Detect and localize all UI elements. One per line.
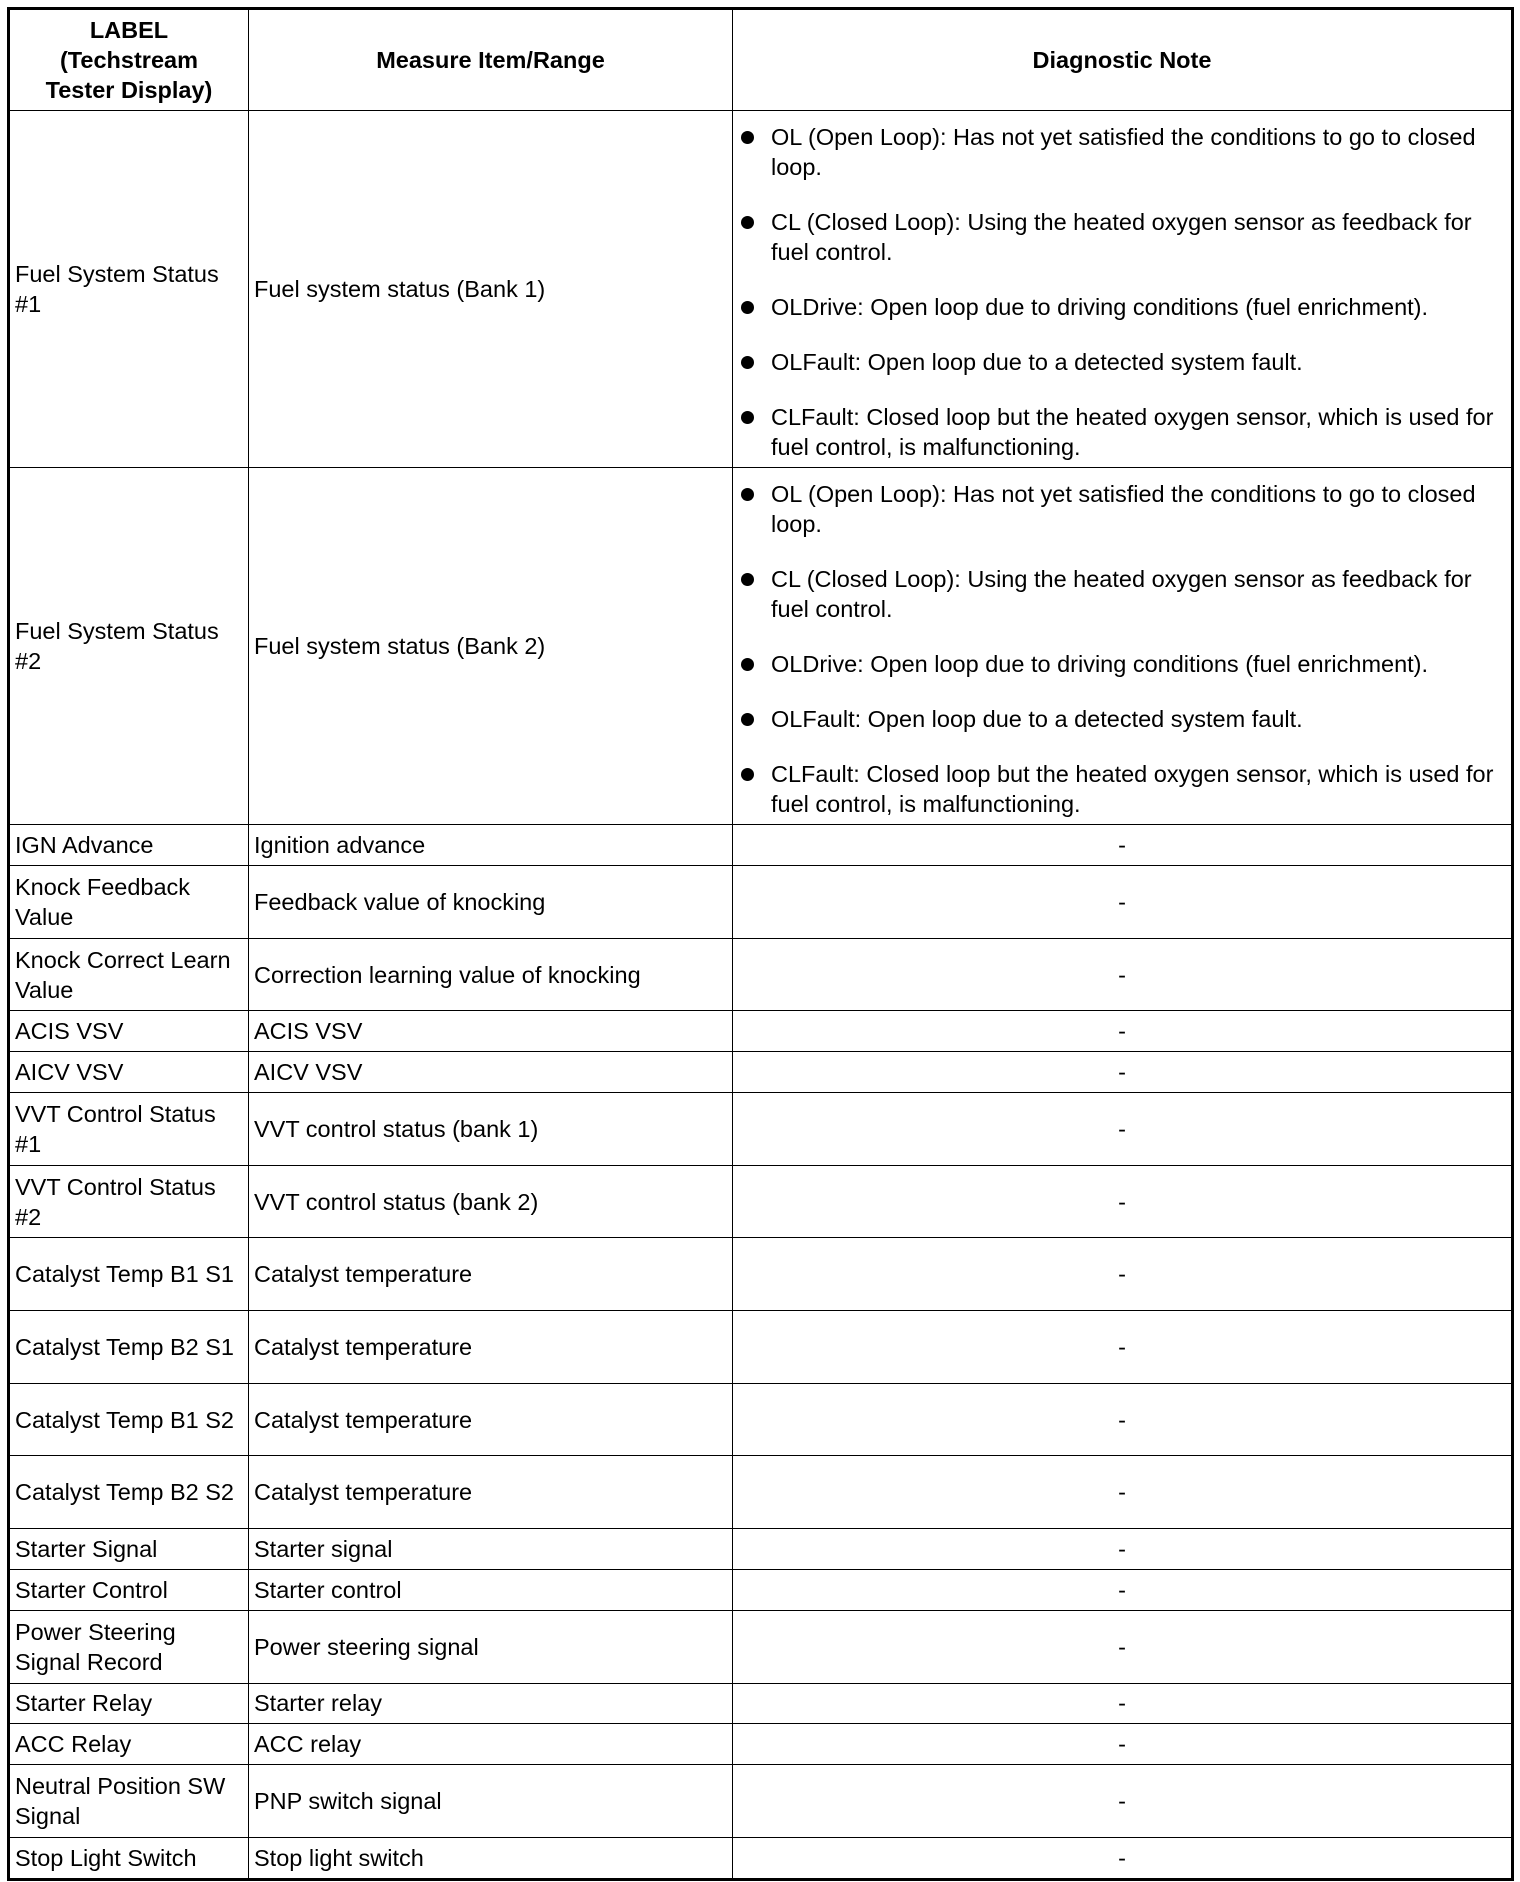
note-text: CL (Closed Loop): Using the heated oxygen sensor as feedback for fuel control. [771,566,1472,623]
row-measure: ACIS VSV [249,1011,733,1052]
table-row [9,866,1513,939]
bullet-icon [741,768,754,781]
row-note: - [733,866,1513,939]
list-item [738,122,1506,182]
table-row [9,1569,1513,1610]
row-label: Starter Relay [9,1683,249,1724]
row-note: - [733,1610,1513,1683]
row-note: - [733,1011,1513,1052]
header-row [9,9,1513,111]
row-label: Knock Feedback Value [9,866,249,939]
note-text: OL (Open Loop): Has not yet satisfied the conditions to go to closed loop. [771,481,1476,538]
list-item [738,704,1506,734]
list-item [738,564,1506,624]
row-label: Power Steering Signal Record [9,1610,249,1683]
row-label: AICV VSV [9,1052,249,1093]
row-note: - [733,1456,1513,1529]
row-label: IGN Advance [9,825,249,866]
row-note: - [733,938,1513,1011]
row-measure: Catalyst temperature [249,1238,733,1311]
table-row [9,1093,1513,1166]
table-row [9,1683,1513,1724]
table-row [9,1724,1513,1765]
row-note: - [733,1569,1513,1610]
bullet-icon [741,658,754,671]
bullet-icon [741,573,754,586]
table-row [9,1311,1513,1384]
row-measure: Fuel system status (Bank 1) [249,111,733,468]
row-label: Neutral Position SW Signal [9,1765,249,1838]
row-measure: VVT control status (bank 1) [249,1093,733,1166]
row-measure: Catalyst temperature [249,1456,733,1529]
list-item [738,479,1506,539]
note-text: CL (Closed Loop): Using the heated oxygen sensor as feedback for fuel control. [771,209,1472,266]
table-row [9,825,1513,866]
note-text: CLFault: Closed loop but the heated oxygen sensor, which is used for fuel control, is malfunctioning. [771,404,1494,461]
row-note: - [733,1765,1513,1838]
bullet-icon [741,131,754,144]
row-label: Catalyst Temp B1 S1 [9,1238,249,1311]
table-row [9,1610,1513,1683]
row-label: Catalyst Temp B2 S1 [9,1311,249,1384]
row-measure: Catalyst temperature [249,1311,733,1384]
table-row [9,1052,1513,1093]
row-measure: AICV VSV [249,1052,733,1093]
row-label: ACC Relay [9,1724,249,1765]
bullet-icon [741,216,754,229]
table-row [9,1011,1513,1052]
row-measure: Starter control [249,1569,733,1610]
row-measure: Starter relay [249,1683,733,1724]
list-item [738,207,1506,267]
row-note [733,111,1513,468]
row-note: - [733,1311,1513,1384]
table-row [9,1765,1513,1838]
table-row [9,1383,1513,1456]
row-label: Catalyst Temp B2 S2 [9,1456,249,1529]
list-item [738,759,1506,819]
row-note [733,468,1513,825]
row-note: - [733,1052,1513,1093]
row-measure: Feedback value of knocking [249,866,733,939]
header-label [9,9,249,111]
row-note: - [733,1093,1513,1166]
header-label-line: Tester Display) [45,77,213,103]
note-text: OLDrive: Open loop due to driving conditions (fuel enrichment). [771,651,1429,678]
row-label: Catalyst Temp B1 S2 [9,1383,249,1456]
row-label: VVT Control Status #2 [9,1165,249,1238]
row-measure: Ignition advance [249,825,733,866]
note-text: CLFault: Closed loop but the heated oxygen sensor, which is used for fuel control, is malfunctioning. [771,761,1494,818]
table-row [9,111,1513,468]
header-label-line: LABEL [89,17,169,43]
table-row [9,468,1513,825]
table-row [9,1456,1513,1529]
note-text: OLFault: Open loop due to a detected system fault. [771,349,1303,376]
row-measure: Starter signal [249,1529,733,1570]
note-text: OL (Open Loop): Has not yet satisfied the conditions to go to closed loop. [771,124,1476,181]
row-note: - [733,1724,1513,1765]
row-note: - [733,1683,1513,1724]
header-label-line: (Techstream [59,47,198,73]
row-measure: Catalyst temperature [249,1383,733,1456]
list-item [738,347,1506,377]
row-measure: PNP switch signal [249,1765,733,1838]
note-bullet-list [738,479,1506,819]
row-label: VVT Control Status #1 [9,1093,249,1166]
bullet-icon [741,301,754,314]
note-text: OLFault: Open loop due to a detected system fault. [771,706,1303,733]
note-bullet-list [738,122,1506,462]
row-note: - [733,1383,1513,1456]
row-measure: Fuel system status (Bank 2) [249,468,733,825]
row-measure: VVT control status (bank 2) [249,1165,733,1238]
row-note: - [733,1837,1513,1879]
header-note: Diagnostic Note [733,9,1513,111]
row-label: Knock Correct Learn Value [9,938,249,1011]
note-text: OLDrive: Open loop due to driving conditions (fuel enrichment). [771,294,1429,321]
row-measure: ACC relay [249,1724,733,1765]
row-label: ACIS VSV [9,1011,249,1052]
row-label: Starter Control [9,1569,249,1610]
row-note: - [733,1238,1513,1311]
row-measure: Stop light switch [249,1837,733,1879]
row-label: Fuel System Status #1 [9,111,249,468]
table-row [9,1529,1513,1570]
header-measure: Measure Item/Range [249,9,733,111]
bullet-icon [741,411,754,424]
bullet-icon [741,713,754,726]
data-list-table [7,7,1514,1881]
row-note: - [733,1529,1513,1570]
list-item [738,649,1506,679]
table-body [9,111,1513,1880]
list-item [738,402,1506,462]
bullet-icon [741,488,754,501]
bullet-icon [741,356,754,369]
row-label: Starter Signal [9,1529,249,1570]
table-row [9,1238,1513,1311]
row-note: - [733,1165,1513,1238]
row-measure: Power steering signal [249,1610,733,1683]
row-label: Stop Light Switch [9,1837,249,1879]
row-label: Fuel System Status #2 [9,468,249,825]
row-note: - [733,825,1513,866]
table-row [9,1165,1513,1238]
row-measure: Correction learning value of knocking [249,938,733,1011]
list-item [738,292,1506,322]
table-row [9,938,1513,1011]
table-row [9,1837,1513,1879]
